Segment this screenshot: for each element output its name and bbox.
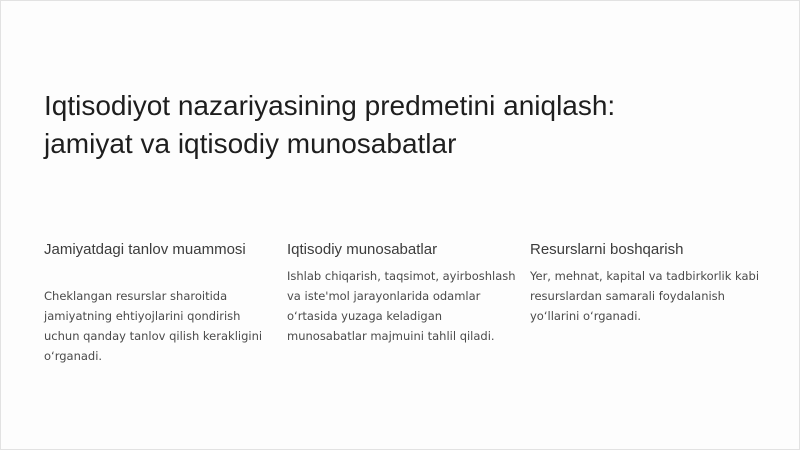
slide-title-line-2: jamiyat va iqtisodiy munosabatlar (44, 128, 457, 159)
column-heading: Jamiyatdagi tanlov muammosi (44, 241, 246, 258)
slide-title (44, 87, 744, 163)
column-text: Cheklangan resurslar sharoitida jamiyatning ehtiyojlarini qondirish uchun qanday tanlov qilish kerakligini o‘rganadi. (44, 289, 263, 363)
column-choice-problem (44, 239, 276, 366)
slide-title-line-1: Iqtisodiyot nazariyasining predmetini aniqlash: (44, 90, 616, 121)
column-heading: Iqtisodiy munosabatlar (287, 241, 438, 258)
column-heading: Resurslarni boshqarish (530, 241, 684, 258)
column-economic-relations (287, 239, 519, 346)
column-resource-management (530, 239, 762, 326)
column-text: Yer, mehnat, kapital va tadbirkorlik kabi resurslardan samarali foydalanish yo‘llarini o‘rganadi. (530, 269, 760, 323)
column-text: Ishlab chiqarish, taqsimot, ayirboshlash va iste'mol jarayonlarida odamlar o‘rtasida yuzaga keladigan munosabatlar majmuini tahlil qiladi. (287, 269, 516, 343)
